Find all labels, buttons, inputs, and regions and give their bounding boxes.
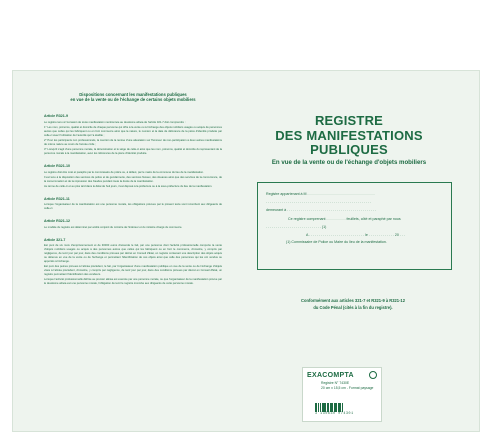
owner-details-box bbox=[257, 182, 452, 270]
article-body bbox=[44, 171, 222, 189]
register-panel bbox=[236, 92, 462, 422]
owner-form-line: Ce registre comprenant . . . . . . . . . . feuillets, côté et paraphé par nous bbox=[288, 216, 401, 221]
article-paragraph: Le modèle du registre est déterminé par arrêté conjoint du ministre de l'intérieur et du ministre chargé du commerce. bbox=[44, 225, 183, 229]
article-block bbox=[44, 164, 222, 189]
legal-provisions-panel bbox=[44, 92, 222, 422]
article-heading: Article R321-10 bbox=[44, 164, 70, 169]
provisions-title: Dispositions concernant les manifestations publiques en vue de la vente ou de l'échange de certains objets mobiliers bbox=[70, 92, 196, 103]
article-paragraph: Le registre tenu à l'occasion de toute manifestation mentionnée au deuxième alinéa de l'article 321-7 doit comprendre : bbox=[44, 120, 186, 124]
brand-name: EXACOMPTA bbox=[307, 372, 354, 379]
article-paragraph: Il est tenu à la disposition des services de police et de gendarmerie, des services fiscaux, des douanes ainsi que des services de la concurrence, de la consommation et de la répression des fraudes pendant toute la durée de la manifestation. bbox=[44, 175, 222, 183]
conformity-notice: Conformément aux articles 321-7 et R321-9 à R321-12 du Code Pénal (cités à la fin du registre). bbox=[301, 298, 405, 310]
article-paragraph: 3° Lorsqu'il s'agit d'une personne morale, la dénomination et le siège de celle-ci ainsi que les nom, prénoms, qualité et domicile du représentant de la personne morale à la manifestation, avec les références de la pièce d'identité produite. bbox=[44, 148, 222, 156]
article-paragraph: Est puni de six mois d'emprisonnement et de 30000 euros d'amende le fait, par une personne dont l'activité professionnelle comporte la vente d'objets mobiliers usagés ou acquis à des personnes autres que celles qui les fabriquent ou en font le commerce, d'omettre, y compris par négligence, de tenir jour par jour, dans des conditions prévues par décret en Conseil d'Etat, un registre contenant une description des objets acquis ou détenus en vue de la vente ou de l'échange et permettant l'identification de ces objets ainsi que celle des personnes qui les ont vendus ou apportés à l'échange. bbox=[44, 243, 222, 263]
owner-form-line: Registre appartenant à M . . . . . . . . . . . . . . . . . . . . . . . . . . . . . . . . . . bbox=[266, 192, 375, 196]
article-heading: Article R321-11 bbox=[44, 197, 70, 202]
article-block bbox=[44, 219, 222, 229]
owner-form-line: demeurant à . . . . . . . . . . . . . . . . . . . . . . . . . . . . . . . . . . . . . . . . . . . . . bbox=[266, 208, 377, 213]
article-body bbox=[44, 203, 222, 211]
article-paragraph: Est puni des peines prévues à l'alinéa précédent, le fait, par l'organisateur d'une manifestation publique en vue de la vente ou de l'échange d'objets visés à l'alinéa précédent, d'omettre, y compris par négligence, de tenir jour par jour, dans des conditions prévues par décret en Conseil d'Etat, un registre permettant l'identification des vendeurs. bbox=[44, 264, 222, 276]
article-paragraph: 2° Pour les participants non professionnels, la mention de la remise d'une attestation sur l'honneur de non-participation à deux autres manifestations de même nature au cours de l'année civile ; bbox=[44, 139, 222, 147]
article-heading: Article 321-7 bbox=[44, 237, 66, 242]
article-body bbox=[44, 226, 222, 230]
article-body bbox=[44, 244, 222, 286]
article-paragraph: Au terme de celle-ci et au plus tard dans le délai de huit jours, il est déposé à la préfecture ou à la sous-préfecture du lieu de la manifestation. bbox=[44, 185, 213, 189]
article-paragraph: Le registre doit être coté et paraphé par le commissaire de police ou, à défaut, par le maire de la commune du lieu de la manifestation. bbox=[44, 170, 204, 174]
article-paragraph: 1° Les nom, prénoms, qualité et domicile de chaque personne qui offre à la vente ou à l'échange des objets mobiliers usagés ou acquis de personnes autres que celles qui les fabriquent ou en font commerce ainsi que la nature, le numéro et la date de délivrance de la pièce d'identité produite par celle-ci avec l'indication de l'autorité qui l'a établie ; bbox=[44, 126, 222, 137]
barcode-number: 3 130630 074301 bbox=[315, 411, 354, 415]
owner-form-line: . . . . . . . . . . . . . . . . . . . . . . . . . . . . . . . . . . . . . . . . . . . . . . . . . . . . . bbox=[266, 200, 371, 205]
product-reference: Registre N° 7430E bbox=[321, 381, 350, 385]
register-title: REGISTRE DES MANIFESTATIONS PUBLIQUES bbox=[275, 113, 423, 157]
article-block bbox=[44, 197, 222, 211]
article-paragraph: Lorsque l'organisateur de la manifestation est une personne morale, les obligations prévues par le présent texte sont incombent aux dirigeants de celle-ci. bbox=[44, 203, 222, 211]
register-subtitle: En vue de la vente ou de l'échange d'objets mobiliers bbox=[271, 158, 427, 166]
owner-form-line: (1) Commissaire de Police ou Maire du lieu de la manifestation. bbox=[286, 240, 387, 245]
article-body bbox=[44, 121, 222, 156]
article-heading: Article R321-9 bbox=[44, 114, 68, 119]
articles-list bbox=[44, 114, 222, 285]
barcode bbox=[315, 403, 369, 415]
article-block bbox=[44, 238, 222, 286]
owner-form-line: . . . . . . . . . . . . . . . . . . . . . . . . . . . . (1) bbox=[266, 224, 327, 229]
article-heading: Article R321-12 bbox=[44, 219, 70, 224]
product-format: 20 cm x 15,5 cm - Format paysage bbox=[321, 385, 374, 390]
owner-form-line: A . . . . . . . . . . . . . . . . . . . . . . . . . . . . le . . . . . . . . . . . . . 20 . . . bbox=[306, 233, 405, 238]
brand-logo-icon bbox=[369, 371, 377, 379]
article-paragraph: Lorsque l'activité professionnelle définie au premier alinéa est exercée par une personne morale, ou que l'organisateur de la manifestation prévue par le deuxième alinéa est une personne morale, l'obligation de tenir le registre incombe aux dirigeants de cette personne morale. bbox=[44, 278, 222, 285]
product-label bbox=[302, 367, 382, 422]
article-block bbox=[44, 114, 222, 156]
